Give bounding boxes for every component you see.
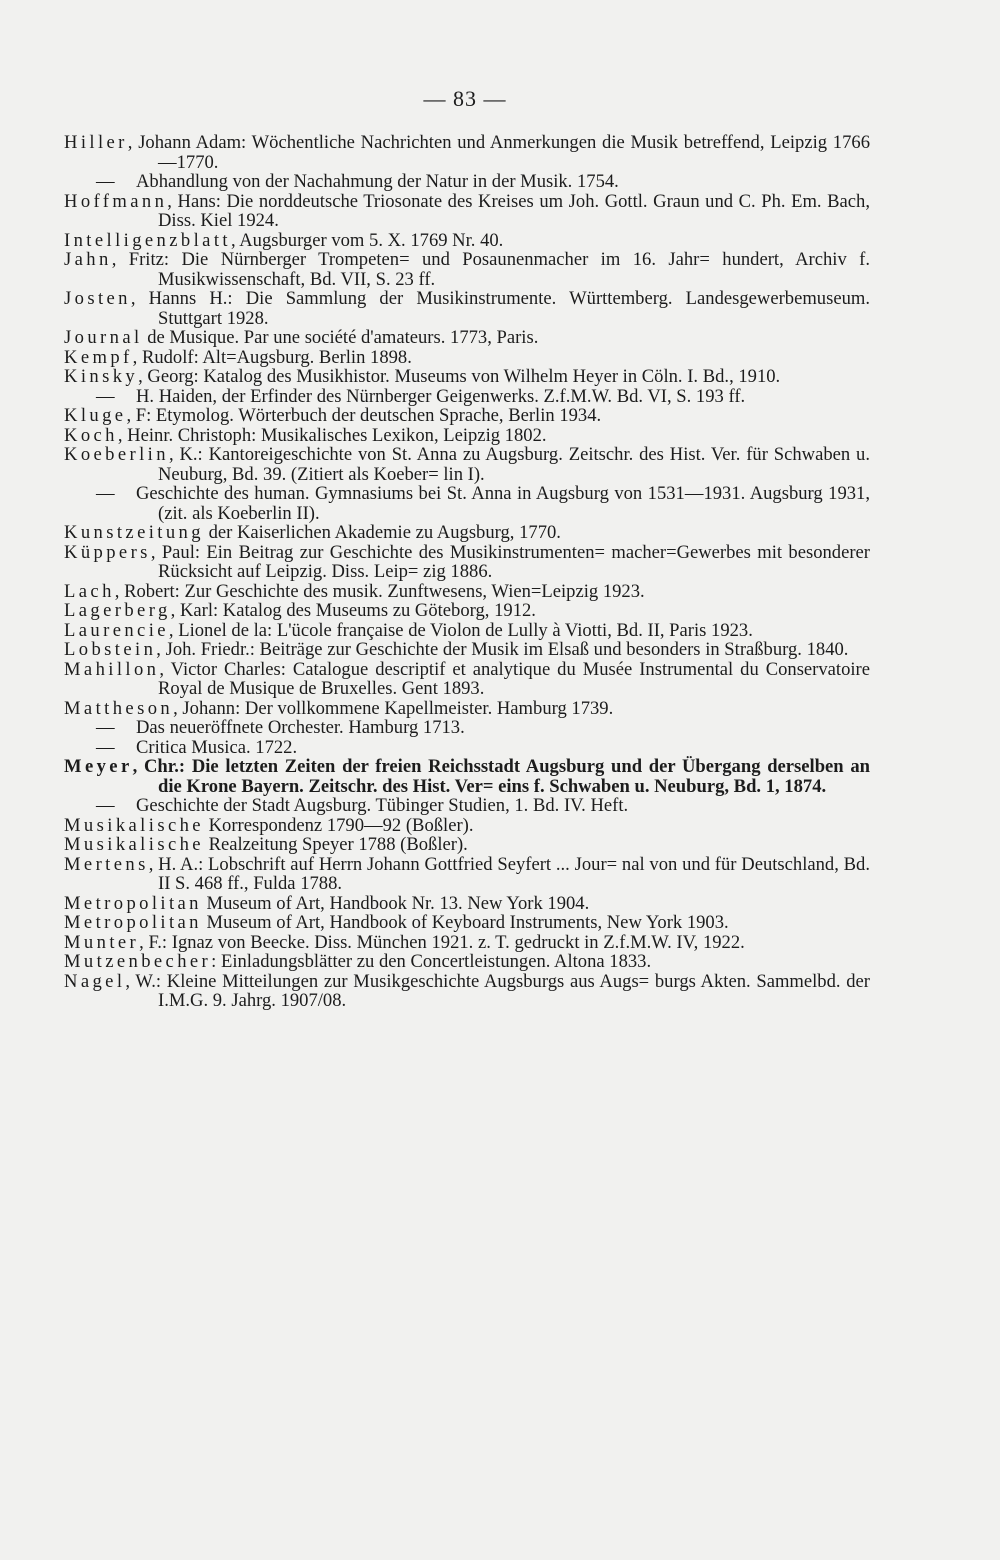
entry-author: Munter <box>64 931 140 953</box>
bibliography-entry <box>64 133 870 172</box>
entry-text: Realzeitung Speyer 1788 (Boßler). <box>203 834 468 855</box>
entry-text: , Paul: Ein Beitrag zur Geschichte des Musikinstrumenten= macher=Gewerbes mit besonderer Rücksicht auf Leipzig. Diss. Leip= zig 1886. <box>150 541 870 582</box>
bibliography-entry <box>64 757 870 796</box>
entry-text: , Chr.: Die letzten Zeiten der freien Reichsstadt Augsburg und der Übergang derselben an die Krone Bayern. Zeitschr. des Hist. Ver= eins f. Schwaben u. Neuburg, Bd. 1, 1874. <box>132 756 870 797</box>
page-number: — 83 — <box>423 86 507 111</box>
bibliography-entry <box>64 796 870 816</box>
bibliography-entry <box>64 328 870 348</box>
entry-dash: — <box>96 717 115 738</box>
bibliography-entry <box>64 640 870 660</box>
entry-text: Abhandlung von der Nachahmung der Natur in der Musik. 1754. <box>136 171 619 192</box>
bibliography-entry <box>64 426 870 446</box>
bibliography-entry <box>64 621 870 641</box>
entry-author: Kinsky <box>64 366 139 387</box>
entry-text: , Georg: Katalog des Musikhistor. Museums von Wilhelm Heyer in Cöln. I. Bd., 1910. <box>138 366 781 387</box>
bibliography-entry <box>64 855 870 894</box>
entry-author: Josten <box>64 288 131 309</box>
entry-text: Museum of Art, Handbook of Keyboard Instruments, New York 1903. <box>201 912 729 933</box>
entry-author: Küppers <box>64 541 151 563</box>
entry-text: der Kaiserlichen Akademie zu Augsburg, 1770. <box>203 522 561 543</box>
entry-author: Kempf <box>64 346 133 368</box>
bibliography-entry <box>64 952 870 972</box>
entry-author: Mattheson <box>64 697 174 719</box>
bibliography-entry <box>64 718 870 738</box>
entry-text: , Heinr. Christoph: Musikalisches Lexikon, Leipzig 1802. <box>117 424 547 446</box>
entry-text: Museum of Art, Handbook Nr. 13. New York 1904. <box>201 892 590 914</box>
entry-author: Kluge <box>64 405 127 426</box>
bibliography-entry <box>64 972 870 1011</box>
entry-text: Korrespondenz 1790—92 (Boßler). <box>203 814 474 836</box>
entry-text: , Joh. Friedr.: Beiträge zur Geschichte der Musik im Elsaß und besonders in Straßburg. 1840. <box>156 639 849 660</box>
entry-author: Laurencie <box>64 619 169 641</box>
entry-text: H. Haiden, der Erfinder des Nürnberger Geigenwerks. Z.f.M.W. Bd. VI, S. 193 ff. <box>136 385 746 407</box>
bibliography-entry <box>64 699 870 719</box>
bibliography-entry <box>64 738 870 758</box>
entry-text: , Johann: Der vollkommene Kapellmeister. Hamburg 1739. <box>173 697 614 719</box>
entry-text: , Rudolf: Alt=Augsburg. Berlin 1898. <box>132 346 412 368</box>
entry-text: , Hans: Die norddeutsche Triosonate des Kreises um Joh. Gottl. Graun und C. Ph. Em. Bach, Diss. Kiel 1924. <box>158 190 870 231</box>
bibliography-entry <box>64 660 870 699</box>
entry-author: Nagel <box>64 970 126 992</box>
bibliography-entry <box>64 250 870 289</box>
entry-text: , Victor Charles: Catalogue descriptif et analytique du Musée Instrumental du Conservatoire Royal de Musique de Bruxelles. Gent 1893. <box>158 658 870 699</box>
bibliography-entry <box>64 601 870 621</box>
entry-dash: — <box>96 736 115 758</box>
entry-author: Lach <box>64 580 115 602</box>
bibliography-entry <box>64 523 870 543</box>
bibliography-entry <box>64 835 870 855</box>
bibliography-entry <box>64 445 870 484</box>
entry-author: Jahn <box>64 249 112 270</box>
entry-dash: — <box>96 795 115 816</box>
bibliography-entry <box>64 348 870 368</box>
entry-text: , Fritz: Die Nürnberger Trompeten= und Posaunenmacher im 16. Jahr= hundert, Archiv f. Musikwissenschaft, Bd. VII, S. 23 ff. <box>111 249 870 290</box>
entry-text: Critica Musica. 1722. <box>136 736 298 758</box>
entry-text: , Robert: Zur Geschichte des musik. Zunftwesens, Wien=Leipzig 1923. <box>114 580 645 602</box>
entry-author: Lobstein <box>64 639 157 660</box>
entry-text: , K.: Kantoreigeschichte von St. Anna zu Augsburg. Zeitschr. des Hist. Ver. für Schwaben u. Neuburg, Bd. 39. (Zitiert als Koeber= lin I). <box>158 444 870 485</box>
bibliography-entry <box>64 484 870 523</box>
bibliography-entry <box>64 387 870 407</box>
entry-text: , W.: Kleine Mitteilungen zur Musikgeschichte Augsburgs aus Augs= burgs Akten. Sammelbd. der I.M.G. 9. Jahrg. 1907/08. <box>125 970 870 1011</box>
entry-text: , Lionel de la: L'ücole française de Violon de Lully à Viotti, Bd. II, Paris 1923. <box>168 619 753 641</box>
bibliography-entry <box>64 231 870 251</box>
entry-dash: — <box>96 483 115 504</box>
entry-dash: — <box>96 171 115 192</box>
bibliography-entry <box>64 894 870 914</box>
entry-text: Das neueröffnete Orchester. Hamburg 1713. <box>136 717 465 738</box>
bibliography-entry <box>64 289 870 328</box>
entry-author: Mutzenbecher <box>64 951 212 972</box>
entry-author: Meyer <box>64 756 133 777</box>
bibliography-entry <box>64 172 870 192</box>
entry-text: , H. A.: Lobschrift auf Herrn Johann Gottfried Seyfert ... Jour= nal von und für Deutschland, Bd. II S. 468 ff., Fulda 1788. <box>148 853 870 894</box>
bibliography-entry <box>64 582 870 602</box>
bibliography-entry <box>64 406 870 426</box>
entry-author: Musikalische <box>64 814 204 836</box>
entry-author: Lagerberg <box>64 600 171 621</box>
entry-author: Hoffmann <box>64 190 168 212</box>
entry-text: : Einladungsblätter zu den Concertleistungen. Altona 1833. <box>211 951 652 972</box>
bibliography-entry <box>64 816 870 836</box>
bibliography-entry <box>64 933 870 953</box>
bibliography-entry <box>64 367 870 387</box>
entry-author: Kunstzeitung <box>64 522 204 543</box>
entry-author: Journal <box>64 327 143 348</box>
entry-text: de Musique. Par une société d'amateurs. 1773, Paris. <box>142 327 539 348</box>
entry-text: , F: Etymolog. Wörterbuch der deutschen Sprache, Berlin 1934. <box>126 405 602 426</box>
entry-text: Geschichte des human. Gymnasiums bei St. Anna in Augsburg von 1531—1931. Augsburg 1931, (zit. als Koeberlin II). <box>136 483 870 524</box>
entry-author: Metropolitan <box>64 912 202 933</box>
bibliography-list <box>64 133 870 1011</box>
entry-author: Koch <box>64 424 118 446</box>
bibliography-entry <box>64 543 870 582</box>
entry-text: , F.: Ignaz von Beecke. Diss. München 1921. z. T. gedruckt in Z.f.M.W. IV, 1922. <box>139 931 745 953</box>
entry-text: Geschichte der Stadt Augsburg. Tübinger Studien, 1. Bd. IV. Heft. <box>136 795 629 816</box>
entry-dash: — <box>96 385 115 407</box>
entry-author: Mertens <box>64 853 149 875</box>
bibliography-entry <box>64 913 870 933</box>
bibliography-entry <box>64 192 870 231</box>
entry-text: , Karl: Katalog des Museums zu Göteborg, 1912. <box>170 600 536 621</box>
entry-author: Intelligenzblatt <box>64 229 231 251</box>
entry-author: Musikalische <box>64 834 204 855</box>
entry-text: , Hanns H.: Die Sammlung der Musikinstrumente. Württemberg. Landesgewerbemuseum. Stuttgart 1928. <box>130 288 870 329</box>
entry-text: , Johann Adam: Wöchentliche Nachrichten und Anmerkungen die Musik betreffend, Leipzig 1766—1770. <box>127 132 870 173</box>
entry-author: Mahillon <box>64 658 160 680</box>
entry-author: Koeberlin <box>64 444 169 465</box>
entry-author: Hiller <box>64 132 128 153</box>
entry-author: Metropolitan <box>64 892 202 914</box>
entry-text: , Augsburger vom 5. X. 1769 Nr. 40. <box>230 229 504 251</box>
